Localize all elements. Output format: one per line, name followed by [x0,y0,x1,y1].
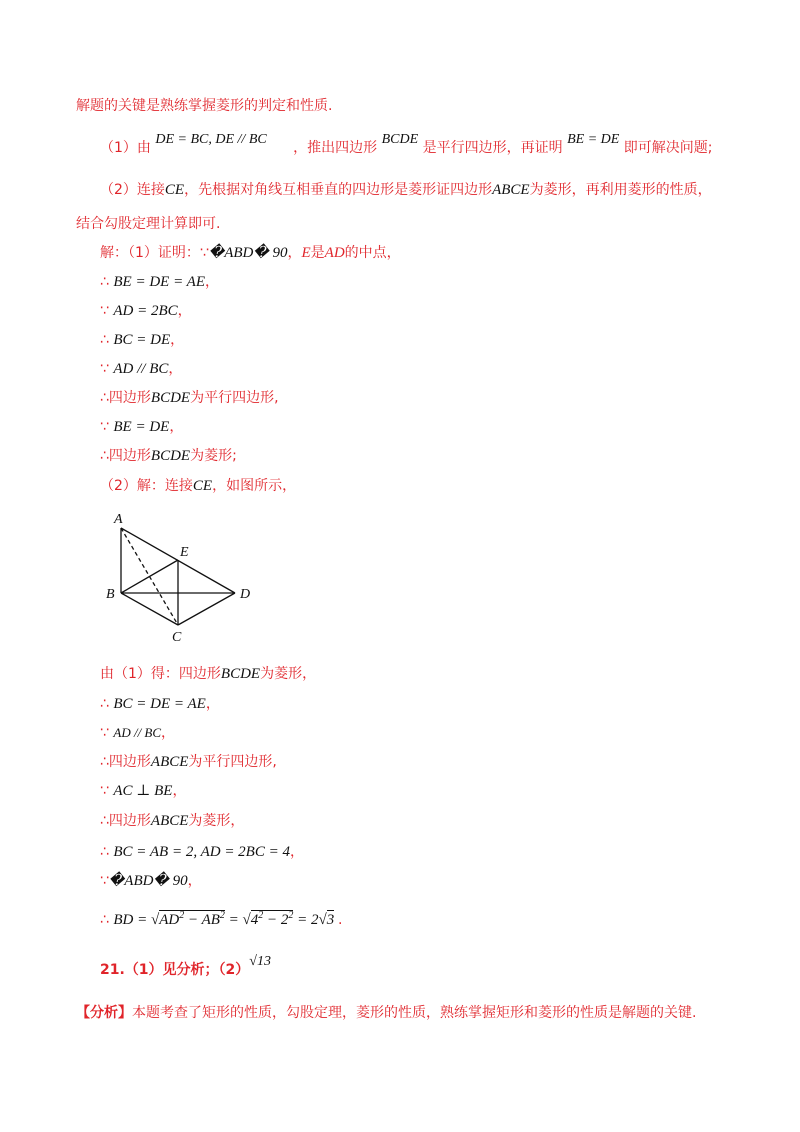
text: ∴ [100,912,109,928]
text: ∴ [100,844,109,860]
text: ， [289,844,304,860]
math-expr: CE [164,182,185,198]
math-part: − AB [184,912,220,928]
math-expr: BC = DE = AE [113,696,206,712]
label-B: B [106,587,115,602]
text: 是平行四边形，再证明 [422,140,563,156]
text: 为菱形， [188,813,245,829]
text: ∵ [100,419,109,435]
text: ∴ [100,332,109,348]
math-expr: �ABD� 90 [208,245,288,261]
text: ∵ [100,361,109,377]
text: ∵ [100,783,109,799]
math-part: − 2 [263,912,289,928]
text-line-18 [100,781,186,801]
text-line-24 [76,1003,696,1023]
text: ∴四边形 [100,448,151,464]
math-expr: CE [192,478,213,494]
text-line-3 [100,180,712,200]
text-line-13 [100,476,296,496]
text-line-23 [100,954,271,981]
math-expr: BC = AB = 2, AD = 2BC = 4 [113,844,290,860]
math-part: 4 [250,912,259,928]
math-part: BD = [113,912,151,928]
text-line-1 [76,96,332,116]
math-expr: DE = BC, DE // BC [155,132,267,147]
text: ， [172,783,187,799]
text: （2）连接 [100,182,165,198]
text: 是 [310,245,325,261]
text-line-15 [100,694,220,714]
math-expr-bd: BD = $√AD^2 - AB^2 = √4^2 - 2^2 = 2√3$ [113,910,335,928]
math-expr: BCDE [150,390,191,406]
text: ，推出四边形 [293,140,378,156]
text: ，如图所示， [212,478,297,494]
text: ， [169,419,184,435]
math-expr: BE = DE [567,132,620,147]
text-key-point: 解题的关键是熟练掌握菱形的判定和性质. [76,98,333,114]
text-line-12 [100,446,237,466]
math-expr: AD = 2BC [113,303,178,319]
text: 为菱形， [260,666,317,682]
text: 为菱形，再利用菱形的性质， [529,182,712,198]
math-exp: 2 [288,910,294,921]
text-line-9 [100,359,182,379]
text: ∴ [100,696,109,712]
text: （1）由 [100,140,151,156]
math-expr: E [301,245,311,261]
label-C: C [172,630,182,645]
math-expr: ABCE [492,182,530,198]
text: 为平行四边形, [188,754,277,770]
text: ∵ [100,873,109,889]
math-exp: 2 [258,910,264,921]
math-exp: 2 [219,910,225,921]
geometry-figure [100,508,270,648]
text-line-5 [100,243,401,263]
math-part: = [224,912,243,928]
text: ， [177,303,192,319]
text-line-20 [100,842,304,862]
label-A: A [114,512,123,527]
text-line-11 [100,417,183,437]
text-line-6 [100,272,219,292]
math-part: = 2 [293,912,319,928]
math-part: AD [159,912,180,928]
text: ，先根据对角线互相垂直的四边形是菱形证四边形 [184,182,493,198]
math-expr: √13 [249,954,271,969]
text: 即可解决问题; [623,140,713,156]
text-line-8 [100,330,184,350]
math-expr: BE = DE [113,419,170,435]
math-expr: ABCE [150,813,189,829]
math-expr: AD // BC [113,725,162,740]
text: ∴四边形 [100,754,151,770]
text: ， [161,725,176,741]
analysis-text: 本题考查了矩形的性质，勾股定理，菱形的性质，熟练掌握矩形和菱形的性质是解题的关键. [132,1005,697,1021]
text-line-17 [100,752,277,772]
label-E: E [180,545,189,560]
text: ∴四边形 [100,813,151,829]
text: ∵ [100,303,109,319]
text-line-16 [100,723,175,743]
answer-summary: 21.（1）见分析；（2） [100,962,250,978]
text: 结合勾股定理计算即可. [76,216,221,232]
text: ∵ [100,725,109,741]
math-expr: BCDE [150,448,191,464]
text: ∴ [100,274,109,290]
text-line-14 [100,664,316,684]
math-expr: BCDE [381,132,419,147]
text: 为平行四边形, [190,390,279,406]
text: ∴四边形 [100,390,151,406]
math-exp: 2 [179,910,185,921]
text: 由（1）得：四边形 [100,666,221,682]
segment-BC [121,593,178,625]
text-line-10 [100,388,279,408]
text-line-7 [100,301,192,321]
math-expr: AD // BC [113,361,169,377]
text: . [338,912,343,928]
text: ， [168,361,183,377]
text: （2）解：连接 [100,478,193,494]
math-expr: AC ⊥ BE [113,783,173,799]
math-expr: BE = DE = AE [113,274,205,290]
math-expr: BC = DE [113,332,171,348]
math-expr: �ABD� 90 [108,873,188,889]
segment-AC [121,528,178,625]
math-expr: ABCE [150,754,189,770]
label-D: D [240,587,251,602]
text: ， [170,332,185,348]
text-line-2 [100,132,713,159]
math-expr: BCDE [220,666,261,682]
math-expr: AD [324,245,345,261]
text-line-19 [100,811,244,831]
math-part: 3 [326,912,335,928]
segment-CD [178,593,235,625]
text: 为菱形; [190,448,237,464]
text: ， [205,696,220,712]
text: ， [187,873,202,889]
analysis-label: 【分析】 [76,1005,132,1021]
text-line-22 [100,906,342,930]
text: ， [287,245,302,261]
text-line-21 [100,871,202,891]
text-line-4 [76,214,220,234]
text: 解：（1）证明：∵ [100,245,209,261]
text: ， [205,274,219,290]
text: 的中点， [344,245,401,261]
